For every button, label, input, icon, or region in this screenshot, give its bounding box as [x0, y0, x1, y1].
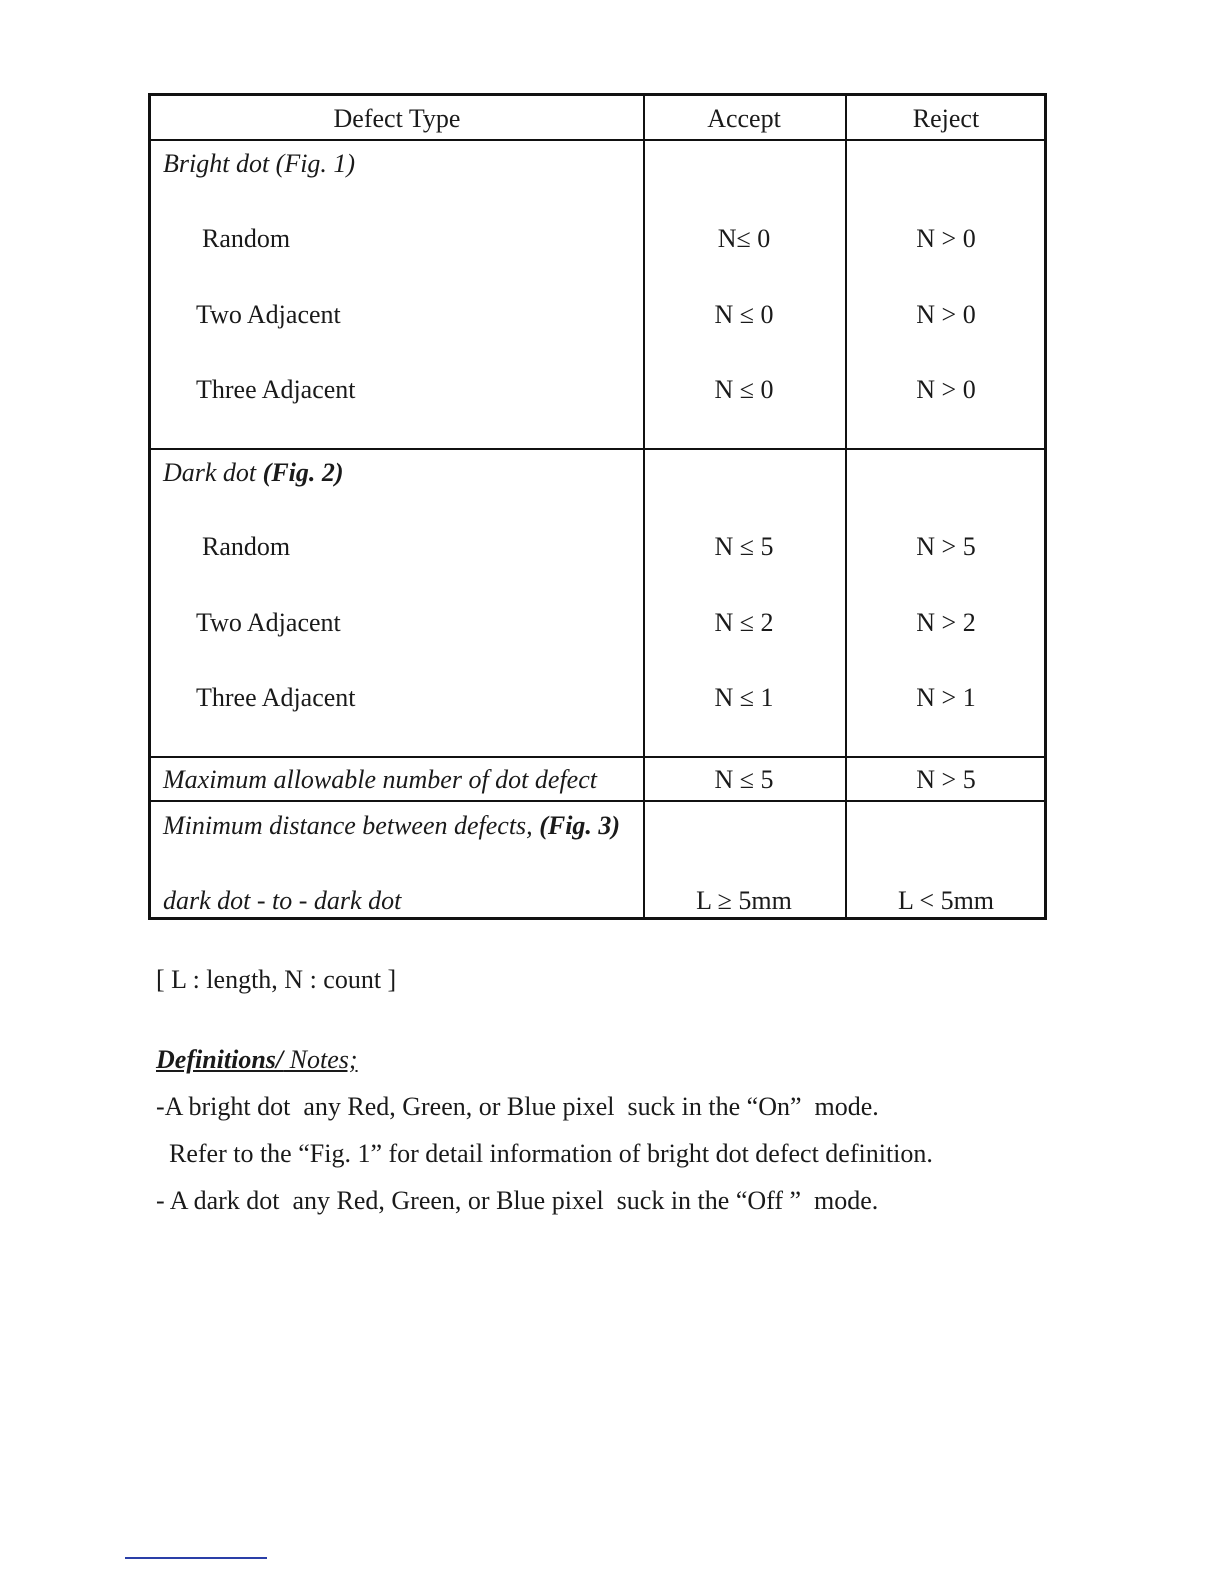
- bright-two-adjacent-label: Two Adjacent: [196, 300, 341, 329]
- bright-dot-title: Bright dot (Fig. 1): [163, 149, 356, 178]
- header-reject: Reject: [912, 104, 980, 133]
- dark-three-adjacent-accept: N ≤ 1: [714, 683, 774, 712]
- dark-dot-title: [163, 458, 344, 488]
- notes-heading-rest: Notes;: [283, 1045, 358, 1074]
- minimum-distance-sub-label: dark dot - to - dark dot: [163, 886, 402, 915]
- dark-dot-fig-ref: (Fig. 2): [262, 458, 344, 487]
- maximum-label: Maximum allowable number of dot defect: [163, 765, 597, 794]
- bright-random-accept: N≤ 0: [717, 224, 771, 253]
- bright-random-reject: N > 0: [916, 224, 976, 253]
- minimum-distance-reject: L < 5mm: [897, 886, 995, 915]
- dark-random-label: Random: [202, 532, 291, 561]
- minimum-distance-label: [163, 811, 620, 841]
- row-divider: [151, 800, 1044, 802]
- bright-random-label: Random: [202, 224, 291, 253]
- dark-random-reject: N > 5: [916, 532, 976, 561]
- note-line: Refer to the “Fig. 1” for detail information of bright dot defect definition.: [156, 1139, 933, 1168]
- bright-two-adjacent-reject: N > 0: [916, 300, 976, 329]
- notes-heading: [156, 1045, 358, 1075]
- minimum-distance-text: Minimum distance between defects,: [163, 811, 540, 840]
- maximum-accept: N ≤ 5: [714, 765, 774, 794]
- dark-two-adjacent-label: Two Adjacent: [196, 608, 341, 637]
- notes-heading-bold: Definitions/: [156, 1045, 284, 1074]
- minimum-distance-fig-ref: (Fig. 3): [539, 811, 621, 840]
- dark-dot-title-text: Dark dot: [163, 458, 263, 487]
- row-divider: [151, 448, 1044, 450]
- defect-criteria-table: [148, 93, 1047, 920]
- minimum-distance-accept: L ≥ 5mm: [696, 886, 792, 915]
- dark-three-adjacent-label: Three Adjacent: [196, 683, 356, 712]
- bright-two-adjacent-accept: N ≤ 0: [714, 300, 774, 329]
- footer-rule: [125, 1557, 267, 1559]
- header-defect-type: Defect Type: [333, 104, 461, 133]
- dark-two-adjacent-reject: N > 2: [916, 608, 976, 637]
- maximum-reject: N > 5: [916, 765, 976, 794]
- bright-three-adjacent-label: Three Adjacent: [196, 375, 356, 404]
- row-divider: [151, 139, 1044, 141]
- dark-random-accept: N ≤ 5: [714, 532, 774, 561]
- dark-three-adjacent-reject: N > 1: [916, 683, 976, 712]
- bright-three-adjacent-reject: N > 0: [916, 375, 976, 404]
- row-divider: [151, 756, 1044, 758]
- note-line: - A dark dot any Red, Green, or Blue pixel suck in the “Off ” mode.: [156, 1186, 879, 1215]
- legend: [ L : length, N : count ]: [156, 965, 397, 994]
- note-line: -A bright dot any Red, Green, or Blue pixel suck in the “On” mode.: [156, 1092, 879, 1121]
- header-accept: Accept: [707, 104, 781, 133]
- dark-two-adjacent-accept: N ≤ 2: [714, 608, 774, 637]
- bright-three-adjacent-accept: N ≤ 0: [714, 375, 774, 404]
